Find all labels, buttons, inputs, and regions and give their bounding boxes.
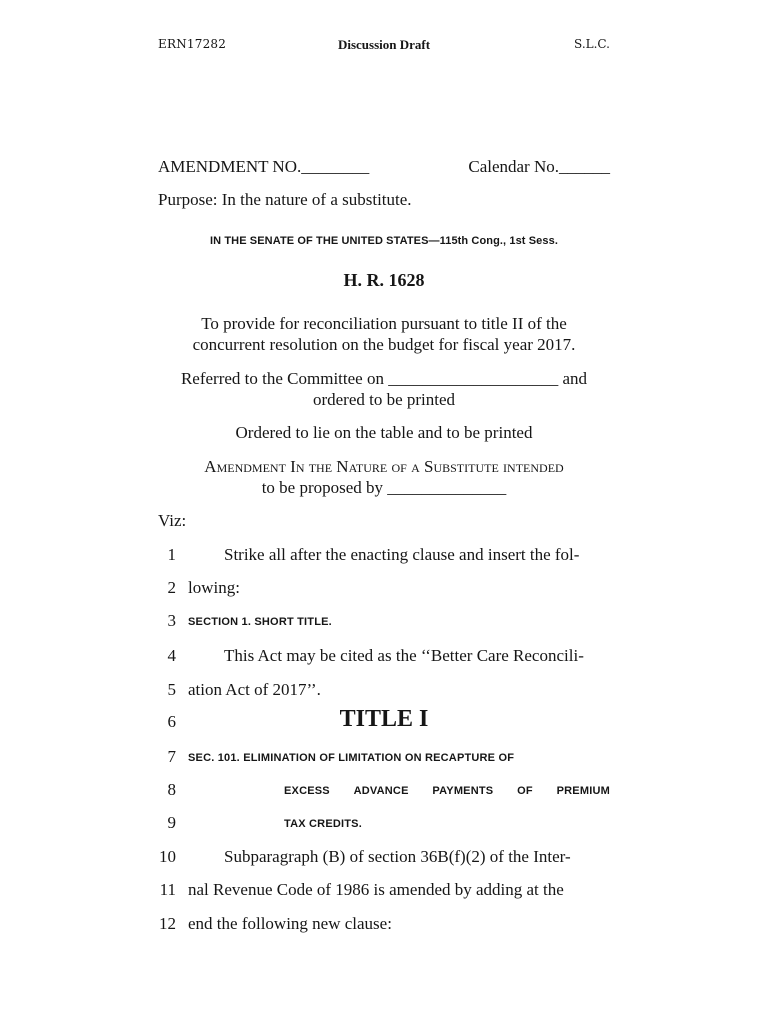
line-text: ation Act of 2017’’. bbox=[188, 680, 321, 699]
line-number: 8 bbox=[167, 780, 176, 799]
line-number: 11 bbox=[159, 880, 176, 899]
line-number: 4 bbox=[167, 646, 176, 665]
long-title-line-2: concurrent resolution on the budget for fiscal year 2017. bbox=[192, 335, 576, 354]
amendment-number: AMENDMENT NO.________ bbox=[158, 157, 370, 176]
ordered-line: Ordered to lie on the table and to be printed bbox=[235, 423, 533, 442]
line-text: This Act may be cited as the ‘‘Better Care Reconcili- bbox=[224, 646, 584, 665]
line-number: 7 bbox=[167, 747, 176, 766]
line-number: 5 bbox=[167, 680, 176, 699]
heading-word: PAYMENTS bbox=[432, 785, 494, 797]
section-heading: SEC. 101. ELIMINATION OF LIMITATION ON RECAPTURE OF bbox=[188, 752, 515, 764]
heading-word: OF bbox=[517, 785, 533, 797]
document-code: S.L.C. bbox=[574, 37, 610, 51]
section-heading: SECTION 1. SHORT TITLE. bbox=[188, 616, 332, 628]
calendar-number: Calendar No.______ bbox=[468, 157, 610, 176]
line-text: end the following new clause: bbox=[188, 914, 392, 933]
line-number: 6 bbox=[167, 712, 176, 731]
heading-word: PREMIUM bbox=[556, 785, 610, 797]
heading-word: EXCESS bbox=[284, 785, 330, 797]
purpose: Purpose: In the nature of a substitute. bbox=[158, 190, 412, 209]
line-number: 12 bbox=[159, 914, 176, 933]
senate-session-line: IN THE SENATE OF THE UNITED STATES—115th Cong., 1st Sess. bbox=[210, 235, 558, 247]
line-number: 9 bbox=[167, 813, 176, 832]
line-text: lowing: bbox=[188, 578, 240, 597]
line-text: nal Revenue Code of 1986 is amended by adding at the bbox=[188, 880, 564, 899]
line-number: 10 bbox=[159, 847, 176, 866]
title-heading: TITLE I bbox=[339, 706, 429, 732]
long-title-line-1: To provide for reconciliation pursuant to title II of the bbox=[201, 314, 567, 333]
draft-label: Discussion Draft bbox=[337, 37, 431, 52]
ains-line-1: Amendment In the Nature of a Substitute intended bbox=[204, 457, 564, 476]
document-id: ERN17282 bbox=[158, 37, 227, 51]
referred-line-1: Referred to the Committee on ____________________ and bbox=[180, 369, 588, 388]
heading-word: ADVANCE bbox=[353, 785, 409, 797]
line-number: 3 bbox=[167, 611, 176, 630]
section-heading-continued bbox=[284, 785, 610, 797]
section-heading-continued: TAX CREDITS. bbox=[284, 818, 362, 830]
referred-line-2: ordered to be printed bbox=[312, 390, 456, 409]
line-text: Subparagraph (B) of section 36B(f)(2) of the Inter- bbox=[224, 847, 571, 866]
line-text: Strike all after the enacting clause and insert the fol- bbox=[224, 545, 580, 564]
line-number: 1 bbox=[167, 545, 176, 564]
ains-line-2: to be proposed by ______________ bbox=[261, 478, 507, 497]
viz-label: Viz: bbox=[158, 511, 187, 530]
bill-number: H. R. 1628 bbox=[343, 270, 425, 290]
line-number: 2 bbox=[167, 578, 176, 597]
